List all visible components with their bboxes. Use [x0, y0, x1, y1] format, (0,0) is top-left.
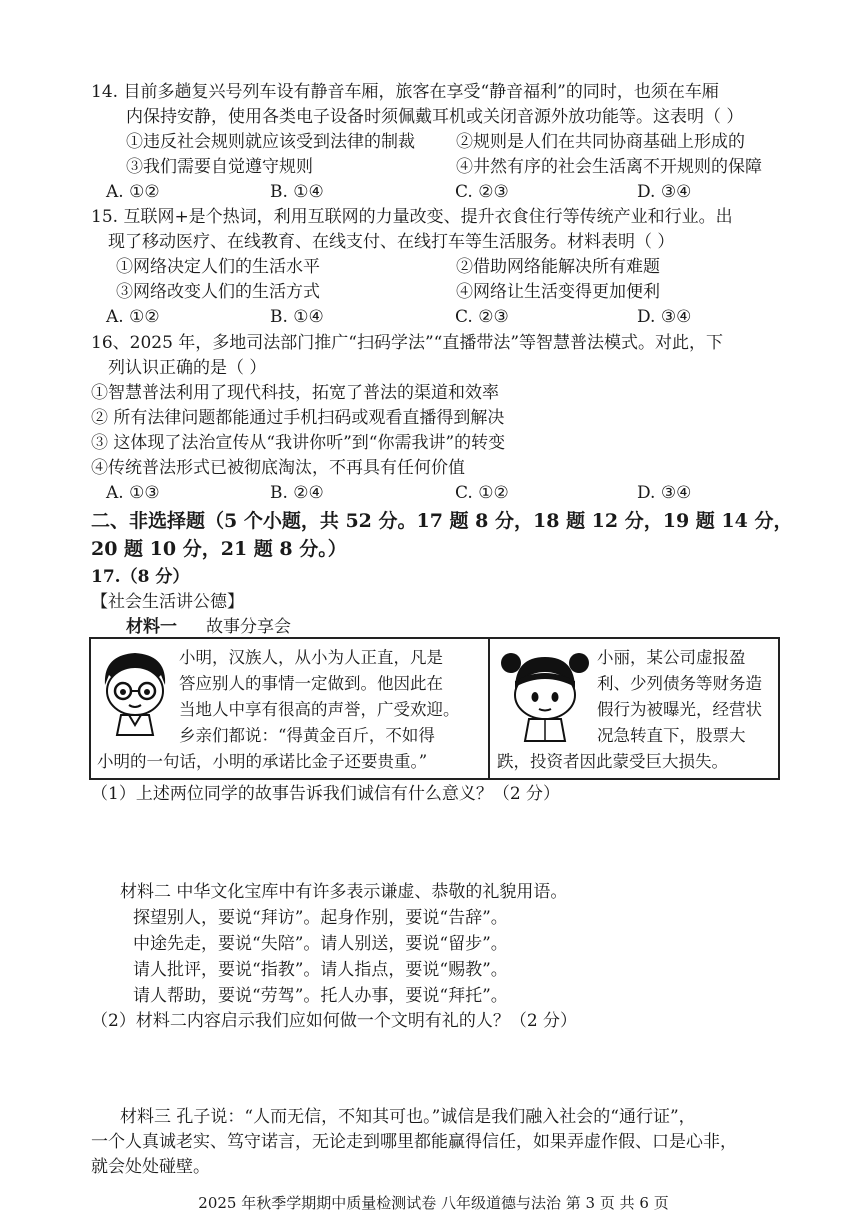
- q16-stem-line2: 列认识正确的是（ ）: [108, 358, 267, 378]
- q15-stem-line1: 15. 互联网+是个热词，利用互联网的力量改变、提升衣食住行等传统产业和行业。出: [91, 207, 733, 227]
- q15-choice-d: D. ③④: [637, 307, 692, 327]
- story-box-divider: [488, 639, 490, 778]
- q16-stem-line1: 16、2025 年，多地司法部门推广“扫码学法”“直播带法”等智慧普法模式。对此，下: [91, 333, 724, 353]
- q14-stem-line2: 内保持安静，使用各类电子设备时须佩戴耳机或关闭音源外放功能等。这表明（ ）: [126, 107, 744, 127]
- story-box: [89, 637, 780, 780]
- story-right-line2: 利、少列债务等财务造: [597, 674, 762, 693]
- q15-stem-line2: 现了移动医疗、在线教育、在线支付、在线打车等生活服务。材料表明（ ）: [108, 232, 675, 252]
- material-two-line3: 请人批评，要说“指教”。请人指点，要说“赐教”。: [133, 960, 508, 980]
- q15-option-2: ②借助网络能解决所有难题: [456, 257, 660, 277]
- material-two-line2: 中途先走，要说“失陪”。请人别送，要说“留步”。: [133, 934, 508, 954]
- q14-option-4: ④井然有序的社会生活离不开规则的保障: [456, 157, 762, 177]
- q14-choice-d: D. ③④: [637, 182, 692, 202]
- story-right-line4: 况急转直下，股票大: [597, 726, 746, 745]
- q14-option-1: ①违反社会规则就应该受到法律的制裁: [126, 132, 415, 152]
- material-two-intro: 材料二 中华文化宝库中有许多表示谦虚、恭敬的礼貌用语。: [120, 882, 568, 902]
- story-left-line2: 答应别人的事情一定做到。他因此在: [179, 674, 443, 693]
- q16-choice-b: B. ②④: [270, 483, 324, 503]
- girl-illustration: [495, 645, 595, 745]
- section-two-heading-line1: 二、非选择题（5 个小题，共 52 分。17 题 8 分，18 题 12 分，19 题 14 分，: [91, 510, 793, 532]
- q17-title: 17.（8 分）: [91, 567, 190, 587]
- story-left-line4: 乡亲们都说：“得黄金百斤，不如得: [179, 726, 435, 745]
- story-left-line3: 当地人中享有很高的声誉，广受欢迎。: [179, 700, 460, 719]
- q15-option-3: ③网络改变人们的生活方式: [116, 282, 320, 302]
- q17-sub-question-1: （1）上述两位同学的故事告诉我们诚信有什么意义？（2 分）: [91, 784, 561, 804]
- q14-option-3: ③我们需要自觉遵守规则: [126, 157, 313, 177]
- q16-option-1: ①智慧普法利用了现代科技，拓宽了普法的渠道和效率: [91, 383, 499, 403]
- q14-option-2: ②规则是人们在共同协商基础上形成的: [456, 132, 745, 152]
- material-one-label: 材料一: [126, 617, 177, 637]
- story-right-line5: 跌，投资者因此蒙受巨大损失。: [497, 752, 728, 771]
- material-two-line1: 探望别人，要说“拜访”。起身作别，要说“告辞”。: [133, 908, 508, 928]
- story-left-line1: 小明，汉族人，从小为人正直，凡是: [179, 648, 443, 667]
- q14-stem-line1: 14. 目前多趟复兴号列车设有静音车厢，旅客在享受“静音福利”的同时，也须在车厢: [91, 82, 719, 102]
- q14-choice-a: A. ①②: [106, 182, 160, 202]
- q16-choice-a: A. ①③: [106, 483, 160, 503]
- q17-topic: 【社会生活讲公德】: [91, 592, 244, 612]
- q17-sub-question-2: （2）材料二内容启示我们应如何做一个文明有礼的人？（2 分）: [91, 1011, 578, 1031]
- q15-option-4: ④网络让生活变得更加便利: [456, 282, 660, 302]
- section-two-heading-line2: 20 题 10 分，21 题 8 分。）: [91, 538, 347, 560]
- q16-option-4: ④传统普法形式已被彻底淘汰，不再具有任何价值: [91, 458, 465, 478]
- story-right-line1: 小丽，某公司虚报盈: [597, 648, 746, 667]
- story-left-line5: 小明的一句话，小明的承诺比金子还要贵重。”: [97, 752, 428, 771]
- q16-option-2: ② 所有法律问题都能通过手机扫码或观看直播得到解决: [91, 408, 505, 428]
- story-right-line3: 假行为被曝光，经营状: [597, 700, 762, 719]
- material-three-line3: 就会处处碰壁。: [91, 1157, 210, 1177]
- q16-option-3: ③ 这体现了法治宣传从“我讲你听”到“你需我讲”的转变: [91, 433, 506, 453]
- q16-choice-c: C. ①②: [455, 483, 509, 503]
- boy-illustration: [95, 645, 175, 741]
- material-two-line4: 请人帮助，要说“劳驾”。托人办事，要说“拜托”。: [133, 986, 508, 1006]
- q15-choice-b: B. ①④: [270, 307, 324, 327]
- q14-choice-b: B. ①④: [270, 182, 324, 202]
- q15-choice-a: A. ①②: [106, 307, 160, 327]
- material-one-title: 故事分享会: [206, 617, 291, 637]
- page-footer: 2025 年秋季学期期中质量检测试卷 八年级道德与法治 第 3 页 共 6 页: [198, 1194, 669, 1212]
- q16-choice-d: D. ③④: [637, 483, 692, 503]
- q15-option-1: ①网络决定人们的生活水平: [116, 257, 320, 277]
- material-three-line1: 材料三 孔子说：“人而无信，不知其可也。”诚信是我们融入社会的“通行证”，: [120, 1107, 696, 1127]
- q14-choice-c: C. ②③: [455, 182, 509, 202]
- q15-choice-c: C. ②③: [455, 307, 509, 327]
- material-three-line2: 一个人真诚老实、笃守诺言，无论走到哪里都能赢得信任，如果弄虚作假、口是心非，: [91, 1132, 737, 1152]
